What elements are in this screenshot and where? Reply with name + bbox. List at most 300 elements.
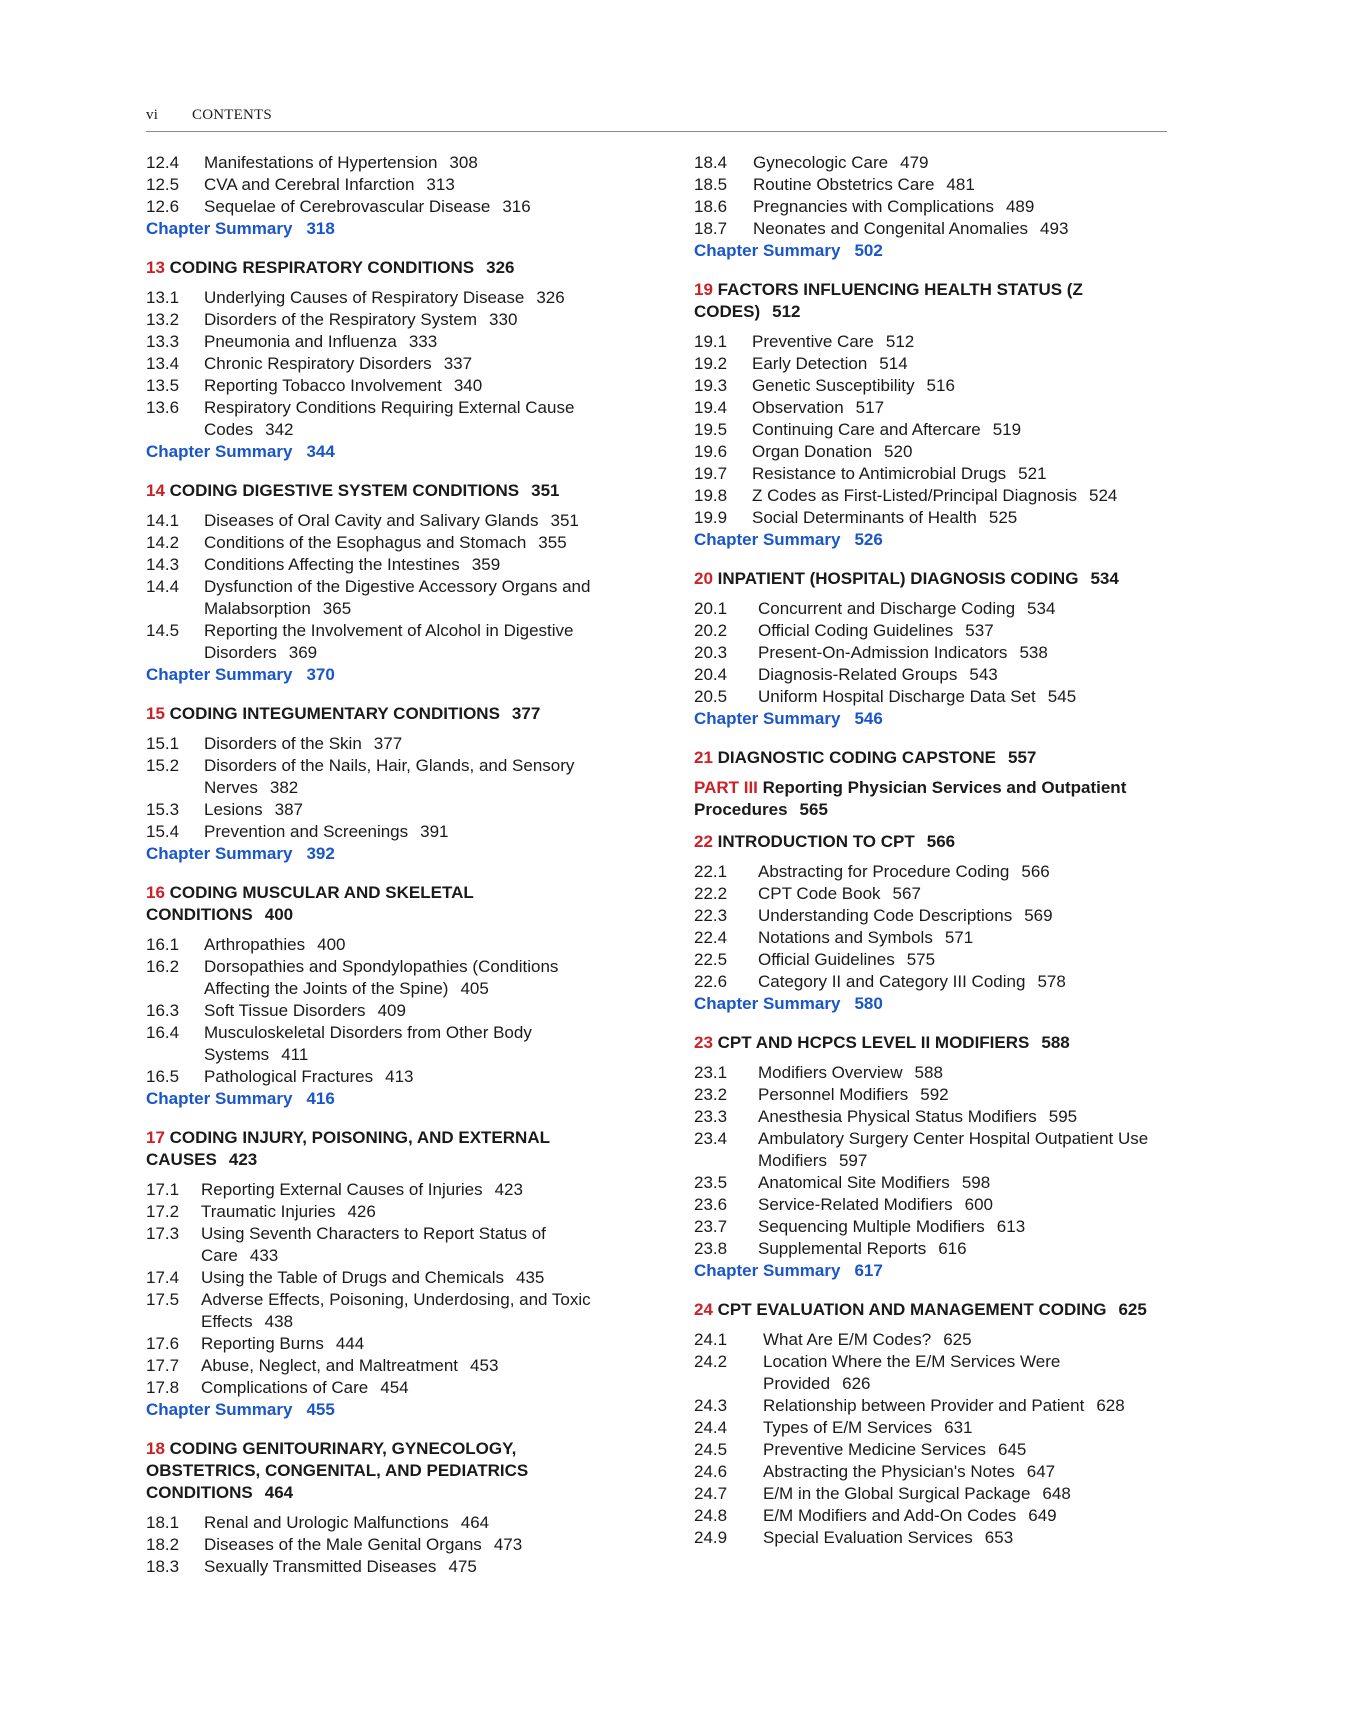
section-number: 13.3 [146,332,180,351]
chapter-number: 15 [146,704,165,723]
section-number: 14.1 [146,511,180,530]
section-title: Prevention and Screenings [204,822,409,841]
toc-section-list [146,510,616,664]
section-number: 19.8 [694,486,728,505]
part-label: PART III [694,778,758,797]
page-number: 647 [1026,1462,1056,1481]
toc-entry [146,353,616,375]
page-number: 316 [502,197,531,216]
page-number: 537 [965,621,994,640]
toc-entry [694,1505,1169,1527]
chapter-number: 18 [146,1439,165,1458]
page-number: 649 [1028,1506,1057,1525]
chapter-number: 24 [694,1300,713,1319]
section-title-line [758,905,1169,927]
toc-entry [146,1556,616,1578]
section-number: 14.3 [146,555,180,574]
page-number: 617 [854,1261,883,1280]
section-title: Disorders of the Respiratory System [204,310,478,329]
chapter-heading [146,480,616,502]
toc-entry [694,441,1169,463]
page-number: 333 [408,332,438,351]
toc-entry [146,1355,616,1377]
section-title: Concurrent and Discharge Coding [758,599,1016,618]
page-number: 597 [838,1151,868,1170]
chapter-summary-link[interactable] [694,529,1169,551]
section-number: 24.3 [694,1396,728,1415]
section-title-line [204,821,616,843]
chapter-summary-link[interactable] [694,240,1169,262]
chapter-summary-label: Chapter Summary [146,844,293,863]
page-number: 628 [1096,1396,1125,1415]
section-number: 24.2 [694,1352,728,1371]
section-title-line [763,1461,1169,1483]
page-number: 512 [772,302,801,321]
section-title-line [204,1512,616,1534]
section-title-line [201,1201,616,1223]
section-title: Understanding Code Descriptions [758,906,1013,925]
page-number: 592 [920,1085,949,1104]
running-head [146,107,1167,132]
running-head-title: CONTENTS [192,107,272,123]
toc-entry [694,620,1169,642]
section-number: 20.3 [694,643,728,662]
section-title-line [758,664,1169,686]
section-number: 17.4 [146,1268,180,1287]
section-title: Sequencing Multiple Modifiers [758,1217,985,1236]
page-number: 566 [926,832,956,851]
page-number: 514 [879,354,908,373]
section-title: Service-Related Modifiers [758,1195,953,1214]
section-title-line [758,1106,1169,1128]
page-number: 526 [854,530,883,549]
page-number: 382 [269,778,299,797]
section-title-line [753,152,1169,174]
page-number: 308 [449,153,478,172]
section-title: Renal and Urologic Malfunctions [204,1513,449,1532]
chapter-summary-label: Chapter Summary [694,709,841,728]
page-number: 534 [1090,569,1119,588]
chapter-summary-link[interactable] [694,993,1169,1015]
page-number: 400 [317,935,346,954]
page-number: 598 [961,1173,991,1192]
chapter-summary-link[interactable] [146,1088,616,1110]
page-number: 625 [943,1330,972,1349]
section-title-line [753,196,1169,218]
toc-section-list [146,1512,616,1578]
section-title: Present-On-Admission Indicators [758,643,1008,662]
toc-entry [146,733,616,755]
toc-entry [694,686,1169,708]
section-number: 16.2 [146,957,180,976]
page-number: 318 [306,219,335,238]
section-title: Underlying Causes of Respiratory Disease [204,288,525,307]
section-title: Types of E/M Services [763,1418,933,1437]
section-number: 23.8 [694,1239,728,1258]
toc-entry [694,664,1169,686]
section-number: 15.3 [146,800,180,819]
section-title: Uniform Hospital Discharge Data Set [758,687,1036,706]
page-number: 438 [264,1312,294,1331]
section-number: 14.2 [146,533,180,552]
chapter-heading [146,1438,616,1504]
page-number: 369 [288,643,318,662]
chapter-title: INPATIENT (HOSPITAL) DIAGNOSIS CODING [717,569,1079,588]
section-number: 18.3 [146,1557,180,1576]
page-number: 534 [1027,599,1056,618]
page-number: 400 [264,905,294,924]
toc-entry [146,799,616,821]
section-title-line [763,1395,1169,1417]
toc-entry [694,1461,1169,1483]
toc-entry [146,755,616,799]
section-title-line [758,598,1169,620]
section-title-line [204,755,616,799]
section-title-line [763,1527,1169,1549]
section-number: 13.2 [146,310,180,329]
section-title: Adverse Effects, Poisoning, Underdosing, and Toxic Effects [201,1290,591,1331]
toc-entry [146,1223,616,1267]
toc-section-list [694,1329,1169,1549]
toc-entry [146,620,616,664]
toc-entry [694,1194,1169,1216]
toc-entry [146,1066,616,1088]
chapter-heading [146,703,616,725]
toc-entry [146,1333,616,1355]
section-title-line [752,507,1169,529]
section-title-line [204,1534,616,1556]
section-number: 12.6 [146,197,180,216]
toc-entry [694,1062,1169,1084]
section-number: 20.4 [694,665,728,684]
section-title-line [204,1022,616,1066]
toc-entry [694,1172,1169,1194]
toc-right-column [694,152,1169,1549]
section-title: Organ Donation [752,442,873,461]
chapter-heading [694,1032,1169,1054]
page-number: 580 [854,994,883,1013]
page-number: 433 [249,1246,279,1265]
section-number: 24.6 [694,1462,728,1481]
section-number: 17.8 [146,1378,180,1397]
page-number: 411 [281,1045,309,1064]
section-number: 14.5 [146,621,180,640]
section-title: Traumatic Injuries [201,1202,336,1221]
section-number: 16.1 [146,935,180,954]
section-number: 16.3 [146,1001,180,1020]
page-number: 538 [1019,643,1048,662]
section-number: 13.5 [146,376,180,395]
section-number: 17.3 [146,1224,180,1243]
section-number: 18.2 [146,1535,180,1554]
toc-entry [146,1179,616,1201]
section-title: Reporting External Causes of Injuries [201,1180,483,1199]
section-number: 22.2 [694,884,728,903]
page-number: 519 [992,420,1022,439]
toc-entry [146,331,616,353]
section-title: Disorders of the Skin [204,734,362,753]
chapter-summary-link[interactable] [146,843,616,865]
toc-entry [694,883,1169,905]
section-title: CPT Code Book [758,884,881,903]
toc-section-list [146,287,616,441]
toc-entry [146,1000,616,1022]
part-title: Reporting Physician Services and Outpatient Procedures [694,778,1127,819]
chapter-summary-label: Chapter Summary [694,994,841,1013]
page-number: 595 [1048,1107,1078,1126]
section-number: 18.5 [694,175,728,194]
page-number: 342 [265,420,294,439]
section-title-line [763,1439,1169,1461]
page-number: 355 [538,533,567,552]
chapter-summary-link[interactable] [146,441,616,463]
section-title: What Are E/M Codes? [763,1330,932,1349]
page-number: 557 [1007,748,1037,767]
toc-entry [694,507,1169,529]
page-number: 464 [460,1513,490,1532]
section-title: Sexually Transmitted Diseases [204,1557,437,1576]
page-number: 405 [460,979,489,998]
section-title-line [758,1194,1169,1216]
chapter-summary-link[interactable] [694,708,1169,730]
section-number: 17.7 [146,1356,180,1375]
section-title-line [752,353,1169,375]
section-number: 12.5 [146,175,180,194]
toc-entry [146,1289,616,1333]
section-title-line [204,956,616,1000]
section-title-line [758,642,1169,664]
section-title: Continuing Care and Aftercare [752,420,981,439]
section-number: 24.4 [694,1418,728,1437]
toc-entry [146,309,616,331]
toc-entry [146,152,616,174]
page-number: 377 [373,734,403,753]
section-title: Neonates and Congenital Anomalies [753,219,1029,238]
page-number: 473 [493,1535,523,1554]
toc-entry [146,1512,616,1534]
section-title: Conditions of the Esophagus and Stomach [204,533,527,552]
section-number: 12.4 [146,153,180,172]
toc-entry [146,1022,616,1066]
section-number: 16.4 [146,1023,180,1042]
section-number: 23.3 [694,1107,728,1126]
page-number: 578 [1037,972,1066,991]
section-number: 19.6 [694,442,728,461]
toc-entry [694,971,1169,993]
toc-entry [694,196,1169,218]
section-number: 20.1 [694,599,728,618]
section-title-line [758,971,1169,993]
chapter-title: DIAGNOSTIC CODING CAPSTONE [717,748,996,767]
page-number: 454 [380,1378,409,1397]
section-title-line [758,1172,1169,1194]
section-number: 22.1 [694,862,728,881]
page-number: 435 [516,1268,545,1287]
page-number: 326 [486,258,515,277]
section-title-line [201,1355,616,1377]
section-title-line [752,441,1169,463]
section-title-line [752,463,1169,485]
section-title-line [758,861,1169,883]
section-title-line [763,1351,1169,1395]
page-number: 416 [306,1089,335,1108]
section-title-line [758,883,1169,905]
toc-entry [146,510,616,532]
section-title: Manifestations of Hypertension [204,153,438,172]
chapter-number: 19 [694,280,713,299]
toc-entry [694,1439,1169,1461]
section-title-line [752,419,1169,441]
toc-entry [694,1395,1169,1417]
toc-section-list [694,331,1169,529]
chapter-number: 21 [694,748,713,767]
section-title: Abstracting for Procedure Coding [758,862,1010,881]
section-title: Abstracting the Physician's Notes [763,1462,1015,1481]
page-number: 426 [347,1202,376,1221]
section-number: 18.7 [694,219,728,238]
section-title: E/M in the Global Surgical Package [763,1484,1031,1503]
toc-entry [146,287,616,309]
section-number: 15.4 [146,822,180,841]
toc-entry [146,174,616,196]
part-heading [694,777,1169,821]
section-title-line [204,397,616,441]
section-title: Sequelae of Cerebrovascular Disease [204,197,491,216]
toc-entry [146,821,616,843]
page-number: 546 [854,709,883,728]
section-title-line [201,1179,616,1201]
chapter-summary-link[interactable] [146,218,616,240]
section-number: 24.8 [694,1506,728,1525]
section-title-line [753,174,1169,196]
section-title-line [204,375,616,397]
section-number: 18.4 [694,153,728,172]
section-title: Pregnancies with Complications [753,197,994,216]
section-title: Observation [752,398,844,417]
page-number: 344 [306,442,335,461]
toc-entry [694,861,1169,883]
toc-left-column [146,152,616,1578]
section-number: 24.5 [694,1440,728,1459]
section-title: Pneumonia and Influenza [204,332,397,351]
section-title-line [201,1289,616,1333]
chapter-title: CPT EVALUATION AND MANAGEMENT CODING [717,1300,1107,1319]
chapter-summary-link[interactable] [146,664,616,686]
section-number: 23.1 [694,1063,728,1082]
section-number: 23.7 [694,1217,728,1236]
section-title: Relationship between Provider and Patient [763,1396,1085,1415]
section-title: Location Where the E/M Services Were Provided [763,1352,1061,1393]
page-number: 588 [1041,1033,1070,1052]
section-title: Diagnosis-Related Groups [758,665,958,684]
page-number: 575 [906,950,936,969]
section-number: 15.2 [146,756,180,775]
section-number: 16.5 [146,1067,180,1086]
section-number: 17.5 [146,1290,180,1309]
toc-entry [146,196,616,218]
toc-entry [694,1417,1169,1439]
section-title: Preventive Medicine Services [763,1440,986,1459]
section-number: 19.7 [694,464,728,483]
chapter-summary-label: Chapter Summary [146,442,293,461]
section-title: Diseases of the Male Genital Organs [204,1535,482,1554]
page-number: 413 [385,1067,414,1086]
section-title-line [758,949,1169,971]
chapter-summary-label: Chapter Summary [694,241,841,260]
page-number: 543 [969,665,998,684]
page-number: 645 [997,1440,1027,1459]
section-title: Official Coding Guidelines [758,621,954,640]
section-title-line [204,510,616,532]
section-title-line [204,196,616,218]
toc-entry [694,1483,1169,1505]
chapter-title: FACTORS INFLUENCING HEALTH STATUS (Z CODES) [694,280,1083,321]
toc-section-list [146,934,616,1088]
section-title: Respiratory Conditions Requiring External Cause Codes [204,398,575,439]
section-number: 24.1 [694,1330,728,1349]
section-title: Gynecologic Care [753,153,889,172]
page-number: 520 [884,442,913,461]
chapter-summary-label: Chapter Summary [694,530,841,549]
section-title: Personnel Modifiers [758,1085,909,1104]
chapter-summary-link[interactable] [146,1399,616,1421]
chapter-heading [146,1127,616,1171]
toc-section-list [694,861,1169,993]
toc-entry [694,927,1169,949]
page-number: 359 [471,555,501,574]
section-number: 20.2 [694,621,728,640]
toc-section-list [694,598,1169,708]
page-number: 588 [914,1063,943,1082]
chapter-heading [694,1299,1169,1321]
section-title-line [201,1267,616,1289]
chapter-title: CODING MUSCULAR AND SKELETAL CONDITIONS [146,883,474,924]
page-number: 600 [964,1195,994,1214]
page-number: 625 [1118,1300,1147,1319]
section-title: Conditions Affecting the Intestines [204,555,460,574]
section-number: 19.9 [694,508,728,527]
toc-entry [146,1267,616,1289]
section-number: 18.6 [694,197,728,216]
chapter-summary-link[interactable] [694,1260,1169,1282]
section-title: CVA and Cerebral Infarction [204,175,415,194]
section-title-line [204,1000,616,1022]
section-title: Z Codes as First-Listed/Principal Diagnosis [752,486,1078,505]
chapter-heading [146,882,616,926]
chapter-heading [694,279,1169,323]
section-title-line [758,1238,1169,1260]
section-title: Dorsopathies and Spondylopathies (Conditions Affecting the Joints of the Spine) [204,957,559,998]
section-title: Official Guidelines [758,950,895,969]
section-title: Notations and Symbols [758,928,933,947]
page-number: 545 [1047,687,1077,706]
toc-entry [694,598,1169,620]
chapter-title: CPT AND HCPCS LEVEL II MODIFIERS [717,1033,1030,1052]
toc-entry [146,1534,616,1556]
page-number: 521 [1018,464,1047,483]
toc-entry [146,1201,616,1223]
page-number: 409 [377,1001,406,1020]
section-title-line [204,620,616,664]
toc-entry [694,353,1169,375]
page-number: 475 [448,1557,477,1576]
section-title-line [201,1223,616,1267]
toc-entry [146,554,616,576]
section-number: 14.4 [146,577,180,596]
page-number: 423 [494,1180,523,1199]
section-title: Using the Table of Drugs and Chemicals [201,1268,505,1287]
chapter-title: CODING DIGESTIVE SYSTEM CONDITIONS [169,481,520,500]
